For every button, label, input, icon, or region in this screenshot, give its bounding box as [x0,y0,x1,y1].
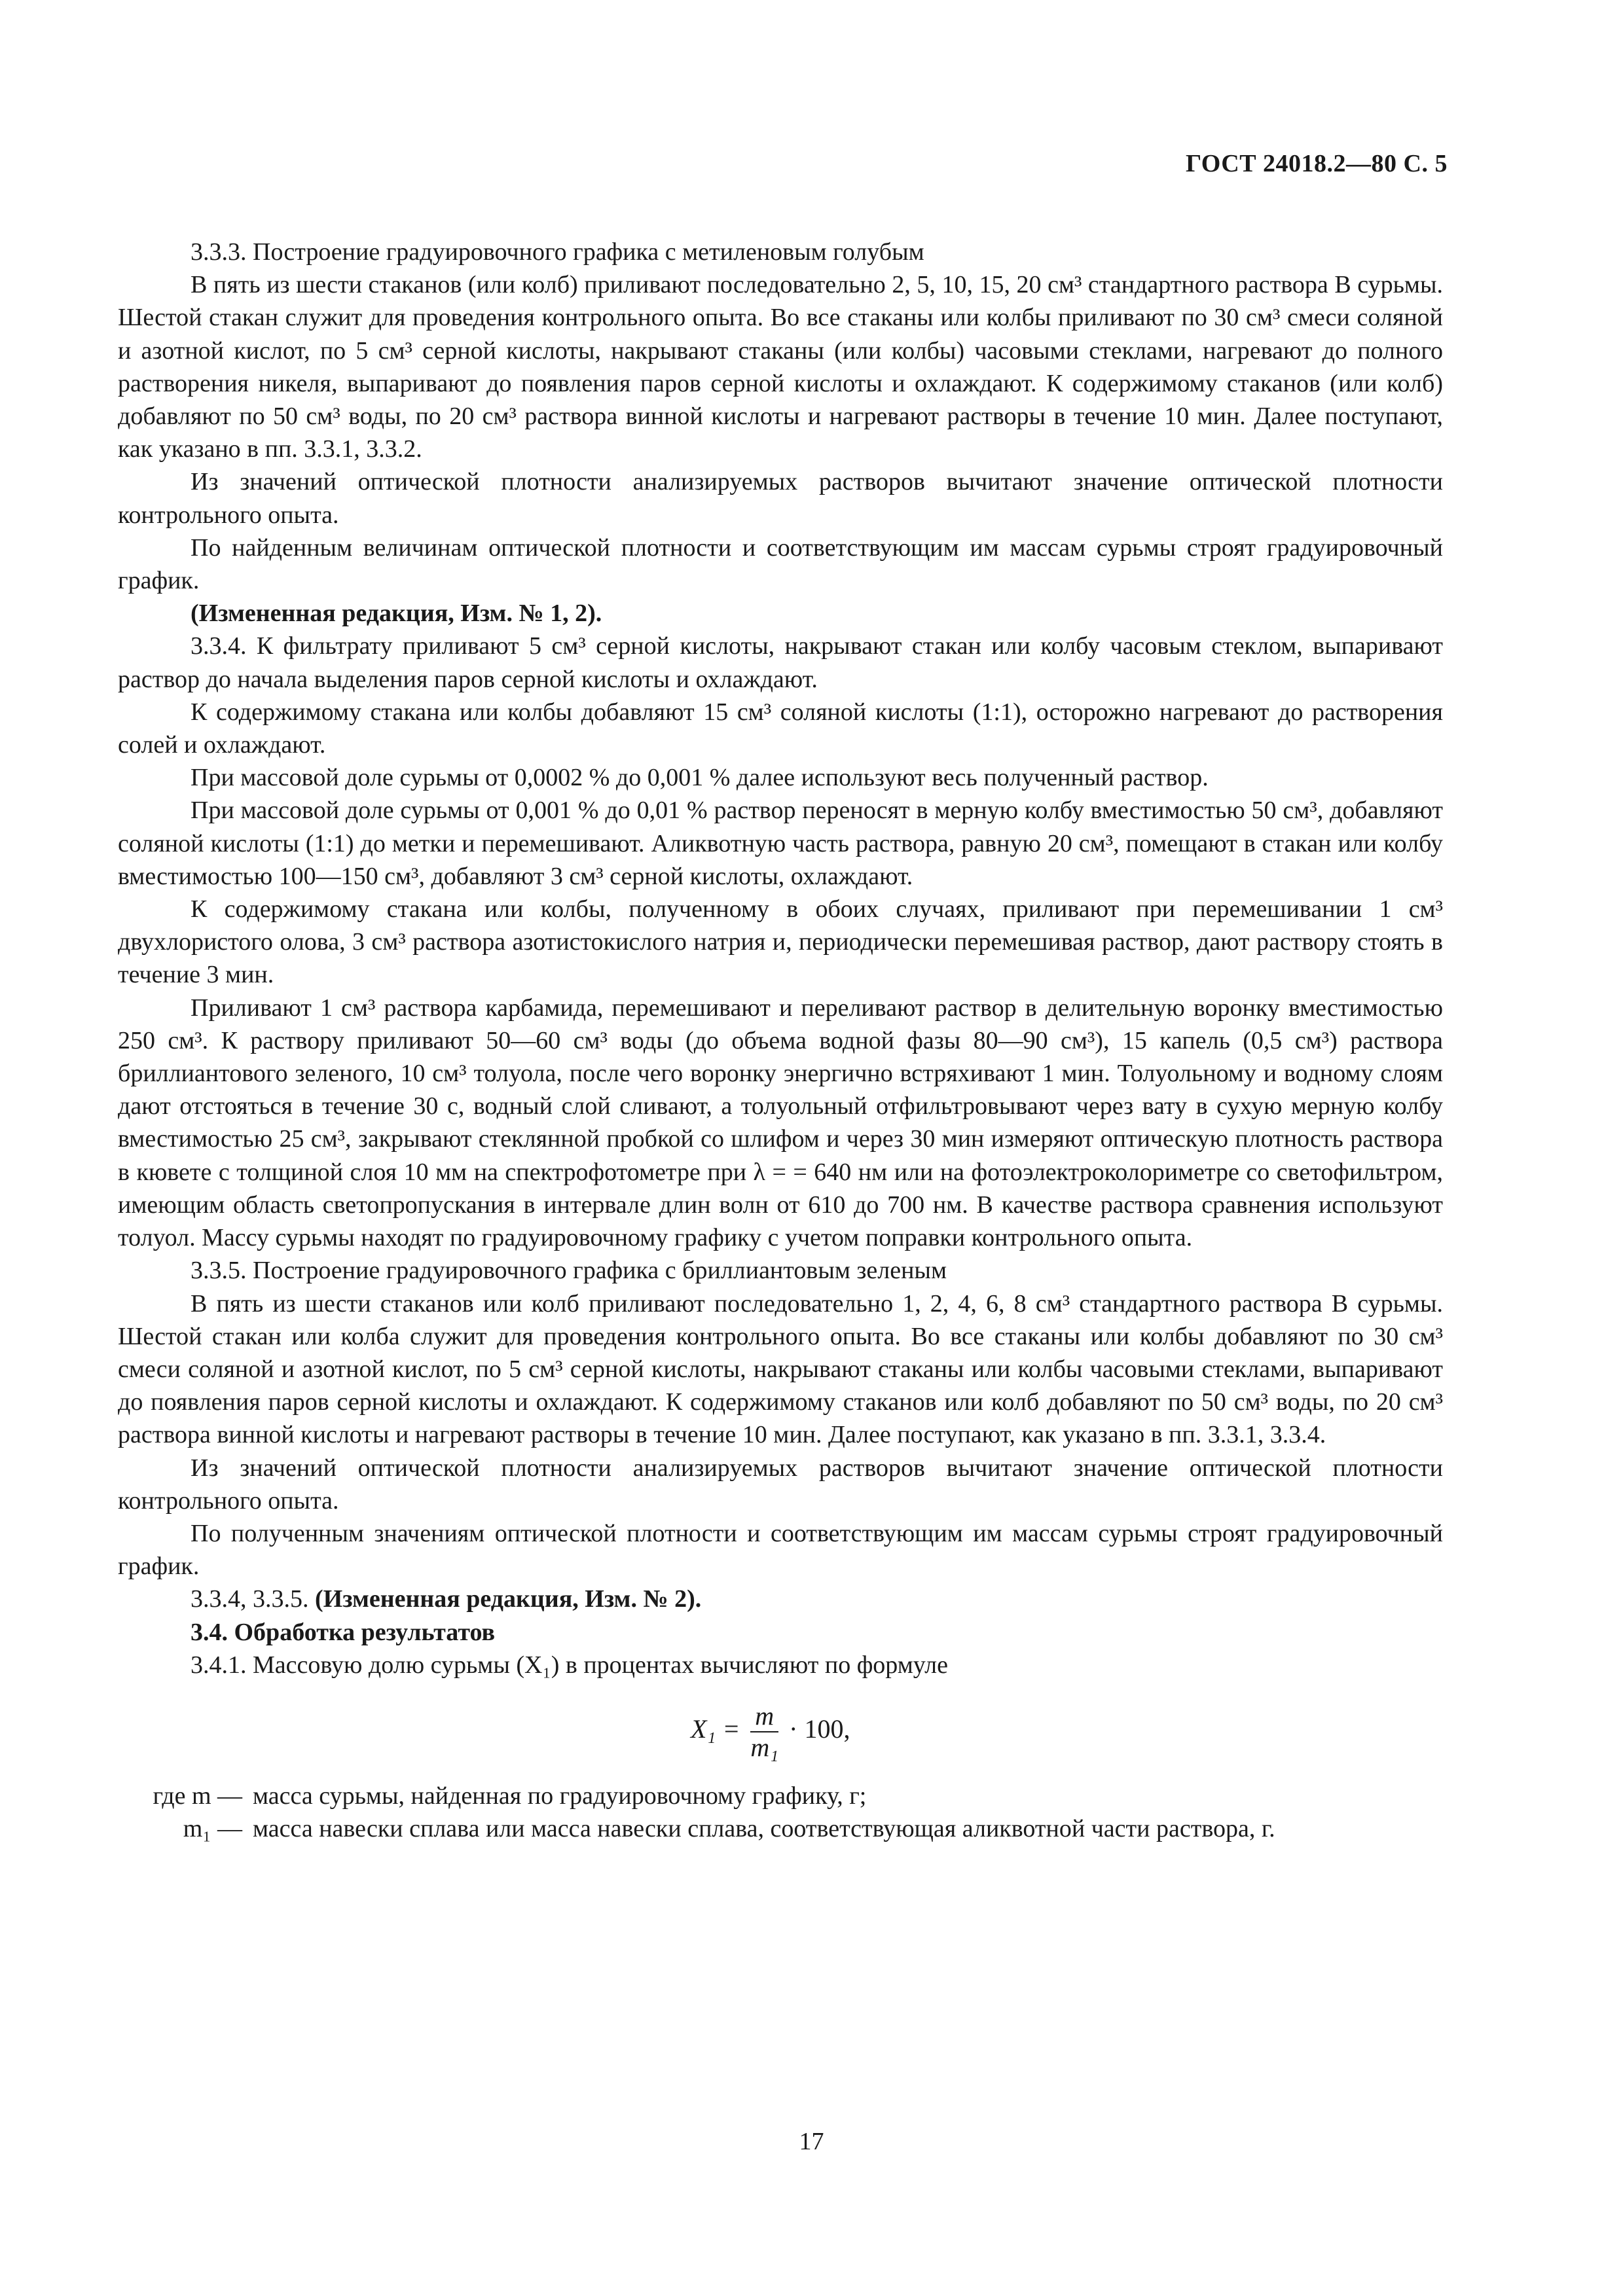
paragraph: При массовой доле сурьмы от 0,0002 % до 0,001 % далее используют весь полученный раствор. [191,764,1209,792]
section-title-3-3-3: 3.3.3. Построение градуировочного графика с метиленовым голубым [191,238,924,266]
amendment-note [118,597,1443,630]
document-body [118,236,1443,1845]
paragraph: В пять из шести стаканов или колб приливают последовательно 1, 2, 4, 6, 8 см³ стандартного раствора В сурьмы. Шестой стакан или колба служит для проведения контрольного опыта. Во все стаканы или колбы добавляют по 30 см³ смеси соляной и азотной кислот, по 5 см³ серной кислоты, накрывают стаканы или колбы часовыми стеклами, выпаривают до появления паров серной кислоты и охлаждают. К содержимому стаканов или колб добавляют по 50 см³ воды, по 20 см³ раствора винной кислоты и нагревают растворы в течение 10 мин. Далее поступают, как указано в пп. 3.3.1, 3.3.4. [118,1289,1443,1449]
formula-lhs: X₁ = [691,1714,740,1744]
paragraph: По полученным значениям оптической плотности и соответствующим им массам сурьмы строят градуировочный график. [118,1519,1443,1581]
paragraph: К содержимому стакана или колбы, полученному в обоих случаях, приливают при перемешивании 1 см³ двухлористого олова, 3 см³ раствора азотистокислого натрия и, периодически перемешивая раствор, дают раствору стоять в течение 3 мин. [118,895,1443,989]
paragraph: 3.4.1. Массовую долю сурьмы (X₁) в процентах вычисляют по формуле [191,1651,948,1679]
formula-fraction [750,1701,778,1763]
paragraph: Из значений оптической плотности анализируемых растворов вычитают значение оптической плотности контрольного опыта. [118,468,1443,529]
section-title-3-3-5: 3.3.5. Построение градуировочного графика с бриллиантовым зеленым [191,1257,947,1285]
formula-denominator: m₁ [750,1732,779,1762]
legend-symbol-m1: m₁ — [183,1815,242,1843]
formula-expression [691,1701,850,1763]
legend-row-m1 [118,1812,1443,1845]
paragraph: В пять из шести стаканов (или колб) приливают последовательно 2, 5, 10, 15, 20 см³ стандартного раствора В сурьмы. Шестой стакан служит для проведения контрольного опыта. Во все стаканы или колбы приливают по 30 см³ смеси соляной и азотной кислот, по 5 см³ серной кислоты, накрывают стаканы (или колбы) часовыми стеклами, нагревают до полного растворения никеля, выпаривают до появления паров серной кислоты и охлаждают. К содержимому стаканов (или колб) добавляют по 50 см³ воды, по 20 см³ раствора винной кислоты и нагревают растворы в течение 10 мин. Далее поступают, как указано в пп. 3.3.1, 3.3.2. [118,271,1443,463]
paragraph: При массовой доле сурьмы от 0,001 % до 0,01 % раствор переносят в мерную колбу вместимостью 50 см³, добавляют соляной кислоты (1:1) до метки и перемешивают. Аликвотную часть раствора, равную 20 см³, помещают в стакан или колбу вместимостью 100—150 см³, добавляют 3 см³ серной кислоты, охлаждают. [118,797,1443,890]
legend-text-m1: масса навески сплава или масса навески сплава, соответствующая аликвотной части раствора, г. [253,1815,1275,1843]
paragraph: 3.3.4. К фильтрату приливают 5 см³ серной кислоты, накрывают стакан или колбу часовым стеклом, выпаривают раствор до начала выделения паров серной кислоты и охлаждают. [118,632,1443,693]
paragraph: По найденным величинам оптической плотности и соответствующим им массам сурьмы строят градуировочный график. [118,533,1443,595]
formula-rhs: · 100, [789,1714,850,1744]
formula [118,1681,1443,1780]
legend-text-m: масса сурьмы, найденная по градуировочному графику, г; [253,1782,867,1810]
legend-symbol-m: где m — [153,1782,242,1810]
paragraph: К содержимому стакана или колбы добавляют 15 см³ соляной кислоты (1:1), осторожно нагревают до растворения солей и охлаждают. [118,698,1443,759]
formula-numerator: m [750,1701,778,1732]
section-heading-3-4-text: 3.4. Обработка результатов [191,1618,496,1646]
amendment-prefix: 3.3.4, 3.3.5. [191,1585,315,1613]
amendment-note-2-text: (Измененная редакция, Изм. № 2). [315,1585,702,1613]
page-header: ГОСТ 24018.2—80 С. 5 [1186,150,1448,177]
amendment-note-2 [118,1583,1443,1615]
paragraph: Из значений оптической плотности анализируемых растворов вычитают значение оптической плотности контрольного опыта. [118,1454,1443,1515]
amendment-note-text: (Измененная редакция, Изм. № 1, 2). [191,600,602,628]
legend-row-m [118,1780,1443,1812]
paragraph: Приливают 1 см³ раствора карбамида, перемешивают и переливают раствор в делительную воронку вместимостью 250 см³. К раствору приливают 50—60 см³ воды (до объема водной фазы 80—90 см³), 15 капель (0,5 см³) раствора бриллиантового зеленого, 10 см³ толуола, после чего воронку энергично встряхивают 1 мин. Толуольному и водному слоям дают отстояться в течение 30 с, водный слой сливают, а толуольный отфильтровывают через вату в сухую мерную колбу вместимостью 25 см³, закрывают стеклянной пробкой со шлифом и через 30 мин измеряют оптическую плотность раствора в кювете с толщиной слоя 10 мм на спектрофотометре при λ = = 640 нм или на фотоэлектроколориметре со светофильтром, имеющим область светопропускания в интервале длин волн от 610 до 700 нм. В качестве раствора сравнения используют толуол. Массу сурьмы находят по градуировочному графику с учетом поправки контрольного опыта. [118,994,1443,1252]
page-number: 17 [799,2128,824,2155]
section-heading-3-4 [118,1616,1443,1649]
